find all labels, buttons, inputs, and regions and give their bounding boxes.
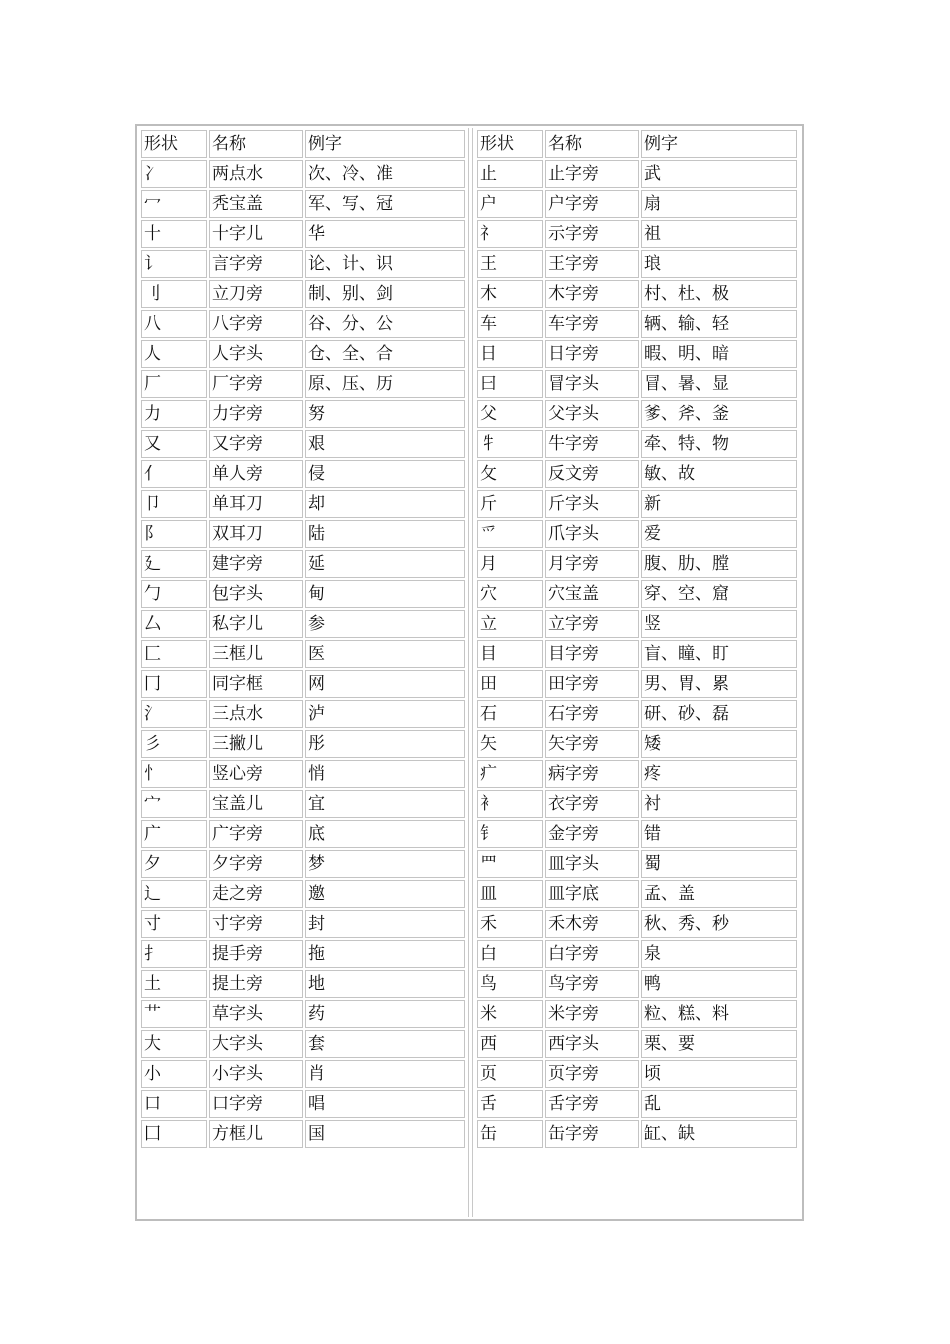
cell-example: 扇: [641, 190, 797, 218]
cell-example: 武: [641, 160, 797, 188]
table-row: [141, 850, 465, 878]
left-header-row: [141, 130, 465, 158]
cell-name: 八字旁: [209, 310, 303, 338]
cell-example: 祖: [641, 220, 797, 248]
cell-name: 方框儿: [209, 1120, 303, 1148]
cell-example: 医: [305, 640, 465, 668]
table-row: [141, 940, 465, 968]
cell-shape: 人: [141, 340, 207, 368]
cell-example: 敏、故: [641, 460, 797, 488]
cell-name: 夕字旁: [209, 850, 303, 878]
header-name: 名称: [545, 130, 639, 158]
cell-example: 陆: [305, 520, 465, 548]
cell-example: 牵、特、物: [641, 430, 797, 458]
cell-shape: 礻: [477, 220, 543, 248]
cell-name: 走之旁: [209, 880, 303, 908]
cell-name: 衣字旁: [545, 790, 639, 818]
table-row: [477, 910, 797, 938]
cell-shape: 广: [141, 820, 207, 848]
cell-example: 暇、明、暗: [641, 340, 797, 368]
table-row: [141, 1060, 465, 1088]
right-radicals-table: [475, 128, 799, 1150]
table-row: [141, 280, 465, 308]
cell-example: 新: [641, 490, 797, 518]
cell-shape: 月: [477, 550, 543, 578]
table-row: [141, 430, 465, 458]
left-table-container: [139, 128, 467, 1217]
cell-name: 王字旁: [545, 250, 639, 278]
cell-example: 顷: [641, 1060, 797, 1088]
table-row: [141, 160, 465, 188]
table-row: [477, 190, 797, 218]
right-header-row: [477, 130, 797, 158]
cell-name: 力字旁: [209, 400, 303, 428]
table-row: [141, 490, 465, 518]
cell-example: 套: [305, 1030, 465, 1058]
cell-name: 口字旁: [209, 1090, 303, 1118]
cell-name: 皿字头: [545, 850, 639, 878]
cell-example: 唱: [305, 1090, 465, 1118]
table-row: [141, 760, 465, 788]
cell-shape: 攵: [477, 460, 543, 488]
cell-name: 缶字旁: [545, 1120, 639, 1148]
cell-example: 缸、缺: [641, 1120, 797, 1148]
cell-example: 爱: [641, 520, 797, 548]
cell-name: 双耳刀: [209, 520, 303, 548]
table-row: [477, 1090, 797, 1118]
cell-example: 盲、瞳、盯: [641, 640, 797, 668]
table-row: [141, 670, 465, 698]
cell-shape: 冂: [141, 670, 207, 698]
cell-example: 论、计、识: [305, 250, 465, 278]
cell-shape: 艹: [141, 1000, 207, 1028]
table-row: [477, 610, 797, 638]
cell-shape: 木: [477, 280, 543, 308]
header-example: 例字: [305, 130, 465, 158]
header-name: 名称: [209, 130, 303, 158]
cell-name: 竖心旁: [209, 760, 303, 788]
cell-shape: 阝: [141, 520, 207, 548]
table-row: [477, 250, 797, 278]
cell-shape: 页: [477, 1060, 543, 1088]
table-row: [141, 730, 465, 758]
table-row: [477, 940, 797, 968]
table-row: [477, 460, 797, 488]
cell-name: 石字旁: [545, 700, 639, 728]
table-row: [477, 220, 797, 248]
cell-example: 冒、暑、显: [641, 370, 797, 398]
table-row: [477, 580, 797, 608]
cell-name: 十字儿: [209, 220, 303, 248]
table-row: [477, 760, 797, 788]
header-example: 例字: [641, 130, 797, 158]
cell-example: 衬: [641, 790, 797, 818]
cell-name: 目字旁: [545, 640, 639, 668]
cell-name: 反文旁: [545, 460, 639, 488]
cell-name: 寸字旁: [209, 910, 303, 938]
cell-name: 示字旁: [545, 220, 639, 248]
cell-name: 私字儿: [209, 610, 303, 638]
cell-example: 参: [305, 610, 465, 638]
table-row: [477, 790, 797, 818]
cell-shape: 曰: [477, 370, 543, 398]
cell-name: 单耳刀: [209, 490, 303, 518]
cell-shape: 小: [141, 1060, 207, 1088]
cell-name: 三点水: [209, 700, 303, 728]
cell-example: 乱: [641, 1090, 797, 1118]
table-row: [477, 370, 797, 398]
cell-example: 疼: [641, 760, 797, 788]
cell-name: 舌字旁: [545, 1090, 639, 1118]
cell-name: 提手旁: [209, 940, 303, 968]
table-row: [477, 820, 797, 848]
cell-shape: 爫: [477, 520, 543, 548]
cell-name: 大字头: [209, 1030, 303, 1058]
cell-name: 金字旁: [545, 820, 639, 848]
cell-name: 秃宝盖: [209, 190, 303, 218]
cell-example: 琅: [641, 250, 797, 278]
cell-shape: 罒: [477, 850, 543, 878]
cell-shape: 彡: [141, 730, 207, 758]
cell-shape: 疒: [477, 760, 543, 788]
cell-shape: 西: [477, 1030, 543, 1058]
table-row: [141, 520, 465, 548]
cell-shape: 大: [141, 1030, 207, 1058]
cell-shape: 十: [141, 220, 207, 248]
cell-example: 药: [305, 1000, 465, 1028]
table-row: [477, 1060, 797, 1088]
cell-example: 底: [305, 820, 465, 848]
cell-name: 白字旁: [545, 940, 639, 968]
cell-shape: 宀: [141, 790, 207, 818]
cell-shape: 刂: [141, 280, 207, 308]
cell-name: 建字旁: [209, 550, 303, 578]
cell-name: 三撇儿: [209, 730, 303, 758]
left-radicals-table: [139, 128, 467, 1150]
cell-name: 广字旁: [209, 820, 303, 848]
cell-name: 米字旁: [545, 1000, 639, 1028]
table-row: [141, 1000, 465, 1028]
right-table-body: [477, 130, 797, 1148]
cell-example: 网: [305, 670, 465, 698]
table-row: [141, 550, 465, 578]
cell-example: 粒、糕、料: [641, 1000, 797, 1028]
cell-example: 宜: [305, 790, 465, 818]
cell-example: 腹、肋、膛: [641, 550, 797, 578]
cell-shape: 力: [141, 400, 207, 428]
cell-shape: 穴: [477, 580, 543, 608]
cell-name: 宝盖儿: [209, 790, 303, 818]
table-row: [477, 1030, 797, 1058]
cell-shape: 土: [141, 970, 207, 998]
cell-name: 皿字底: [545, 880, 639, 908]
cell-shape: 米: [477, 1000, 543, 1028]
cell-name: 又字旁: [209, 430, 303, 458]
table-row: [477, 430, 797, 458]
cell-shape: 讠: [141, 250, 207, 278]
table-row: [141, 220, 465, 248]
cell-shape: 父: [477, 400, 543, 428]
table-row: [141, 400, 465, 428]
cell-shape: 辶: [141, 880, 207, 908]
cell-shape: 禾: [477, 910, 543, 938]
table-row: [477, 700, 797, 728]
table-row: [477, 970, 797, 998]
cell-example: 邀: [305, 880, 465, 908]
cell-example: 仓、全、合: [305, 340, 465, 368]
cell-example: 军、写、冠: [305, 190, 465, 218]
cell-shape: 厂: [141, 370, 207, 398]
cell-example: 村、杜、极: [641, 280, 797, 308]
table-row: [141, 970, 465, 998]
cell-shape: 忄: [141, 760, 207, 788]
cell-example: 封: [305, 910, 465, 938]
cell-shape: 卩: [141, 490, 207, 518]
cell-shape: 八: [141, 310, 207, 338]
cell-name: 田字旁: [545, 670, 639, 698]
cell-example: 梦: [305, 850, 465, 878]
table-row: [477, 310, 797, 338]
table-row: [477, 160, 797, 188]
cell-name: 车字旁: [545, 310, 639, 338]
cell-shape: 田: [477, 670, 543, 698]
table-row: [141, 1030, 465, 1058]
cell-shape: 目: [477, 640, 543, 668]
table-row: [477, 550, 797, 578]
cell-example: 努: [305, 400, 465, 428]
cell-name: 厂字旁: [209, 370, 303, 398]
cell-shape: 匚: [141, 640, 207, 668]
cell-example: 辆、输、轻: [641, 310, 797, 338]
cell-example: 延: [305, 550, 465, 578]
cell-shape: 立: [477, 610, 543, 638]
cell-example: 竖: [641, 610, 797, 638]
cell-example: 穿、空、窟: [641, 580, 797, 608]
table-row: [141, 340, 465, 368]
cell-name: 草字头: [209, 1000, 303, 1028]
cell-name: 矢字旁: [545, 730, 639, 758]
table-row: [141, 880, 465, 908]
table-row: [141, 250, 465, 278]
cell-shape: 斤: [477, 490, 543, 518]
cell-shape: 王: [477, 250, 543, 278]
cell-name: 牛字旁: [545, 430, 639, 458]
cell-example: 悄: [305, 760, 465, 788]
cell-shape: 扌: [141, 940, 207, 968]
table-row: [477, 1120, 797, 1148]
cell-name: 禾木旁: [545, 910, 639, 938]
header-shape: 形状: [477, 130, 543, 158]
table-row: [141, 820, 465, 848]
cell-shape: 厶: [141, 610, 207, 638]
radicals-table-frame: [135, 124, 804, 1221]
table-row: [141, 460, 465, 488]
cell-example: 华: [305, 220, 465, 248]
left-table-body: [141, 130, 465, 1148]
cell-name: 斤字头: [545, 490, 639, 518]
cell-name: 冒字头: [545, 370, 639, 398]
right-table-container: [475, 128, 799, 1217]
cell-name: 病字旁: [545, 760, 639, 788]
cell-example: 错: [641, 820, 797, 848]
cell-shape: 寸: [141, 910, 207, 938]
table-row: [477, 490, 797, 518]
cell-example: 鸭: [641, 970, 797, 998]
cell-name: 穴宝盖: [545, 580, 639, 608]
cell-example: 国: [305, 1120, 465, 1148]
cell-example: 却: [305, 490, 465, 518]
header-shape: 形状: [141, 130, 207, 158]
cell-shape: 囗: [141, 1120, 207, 1148]
cell-example: 谷、分、公: [305, 310, 465, 338]
cell-name: 页字旁: [545, 1060, 639, 1088]
cell-example: 肖: [305, 1060, 465, 1088]
table-row: [477, 1000, 797, 1028]
cell-name: 同字框: [209, 670, 303, 698]
cell-example: 研、砂、磊: [641, 700, 797, 728]
cell-example: 爹、斧、釜: [641, 400, 797, 428]
cell-shape: 白: [477, 940, 543, 968]
cell-example: 泉: [641, 940, 797, 968]
cell-example: 彤: [305, 730, 465, 758]
cell-shape: 冖: [141, 190, 207, 218]
cell-name: 人字头: [209, 340, 303, 368]
cell-shape: 冫: [141, 160, 207, 188]
cell-shape: 廴: [141, 550, 207, 578]
table-row: [477, 670, 797, 698]
table-row: [477, 880, 797, 908]
cell-shape: 夕: [141, 850, 207, 878]
cell-shape: 石: [477, 700, 543, 728]
cell-name: 止字旁: [545, 160, 639, 188]
cell-shape: 日: [477, 340, 543, 368]
cell-name: 鸟字旁: [545, 970, 639, 998]
cell-name: 西字头: [545, 1030, 639, 1058]
cell-name: 包字头: [209, 580, 303, 608]
cell-example: 秋、秀、秒: [641, 910, 797, 938]
cell-name: 爪字头: [545, 520, 639, 548]
cell-example: 孟、盖: [641, 880, 797, 908]
cell-example: 泸: [305, 700, 465, 728]
cell-example: 地: [305, 970, 465, 998]
cell-shape: 户: [477, 190, 543, 218]
cell-shape: 又: [141, 430, 207, 458]
cell-example: 艰: [305, 430, 465, 458]
cell-shape: 勹: [141, 580, 207, 608]
cell-name: 立刀旁: [209, 280, 303, 308]
cell-example: 侵: [305, 460, 465, 488]
cell-name: 两点水: [209, 160, 303, 188]
cell-shape: 车: [477, 310, 543, 338]
table-row: [141, 190, 465, 218]
table-row: [477, 850, 797, 878]
table-row: [477, 340, 797, 368]
table-row: [477, 400, 797, 428]
table-row: [141, 1120, 465, 1148]
table-row: [141, 310, 465, 338]
cell-shape: 矢: [477, 730, 543, 758]
cell-shape: 衤: [477, 790, 543, 818]
cell-name: 言字旁: [209, 250, 303, 278]
cell-name: 月字旁: [545, 550, 639, 578]
cell-example: 拖: [305, 940, 465, 968]
cell-shape: 鸟: [477, 970, 543, 998]
cell-name: 父字头: [545, 400, 639, 428]
cell-name: 单人旁: [209, 460, 303, 488]
cell-name: 提土旁: [209, 970, 303, 998]
cell-shape: 口: [141, 1090, 207, 1118]
table-row: [477, 520, 797, 548]
cell-name: 立字旁: [545, 610, 639, 638]
table-row: [141, 580, 465, 608]
cell-example: 男、胃、累: [641, 670, 797, 698]
cell-name: 三框儿: [209, 640, 303, 668]
table-row: [477, 730, 797, 758]
cell-shape: 缶: [477, 1120, 543, 1148]
cell-shape: 止: [477, 160, 543, 188]
cell-example: 原、压、历: [305, 370, 465, 398]
table-row: [141, 700, 465, 728]
table-row: [477, 280, 797, 308]
table-row: [477, 640, 797, 668]
cell-name: 木字旁: [545, 280, 639, 308]
cell-shape: 舌: [477, 1090, 543, 1118]
cell-example: 次、冷、准: [305, 160, 465, 188]
table-row: [141, 790, 465, 818]
cell-example: 栗、要: [641, 1030, 797, 1058]
cell-example: 蜀: [641, 850, 797, 878]
cell-example: 矮: [641, 730, 797, 758]
cell-shape: 皿: [477, 880, 543, 908]
cell-name: 户字旁: [545, 190, 639, 218]
table-row: [141, 640, 465, 668]
cell-name: 日字旁: [545, 340, 639, 368]
table-row: [141, 910, 465, 938]
cell-example: 甸: [305, 580, 465, 608]
table-row: [141, 1090, 465, 1118]
cell-shape: 钅: [477, 820, 543, 848]
table-row: [141, 610, 465, 638]
cell-shape: 牜: [477, 430, 543, 458]
table-divider: [468, 128, 473, 1217]
table-row: [141, 370, 465, 398]
cell-shape: 亻: [141, 460, 207, 488]
cell-shape: 氵: [141, 700, 207, 728]
cell-example: 制、别、剑: [305, 280, 465, 308]
cell-name: 小字头: [209, 1060, 303, 1088]
